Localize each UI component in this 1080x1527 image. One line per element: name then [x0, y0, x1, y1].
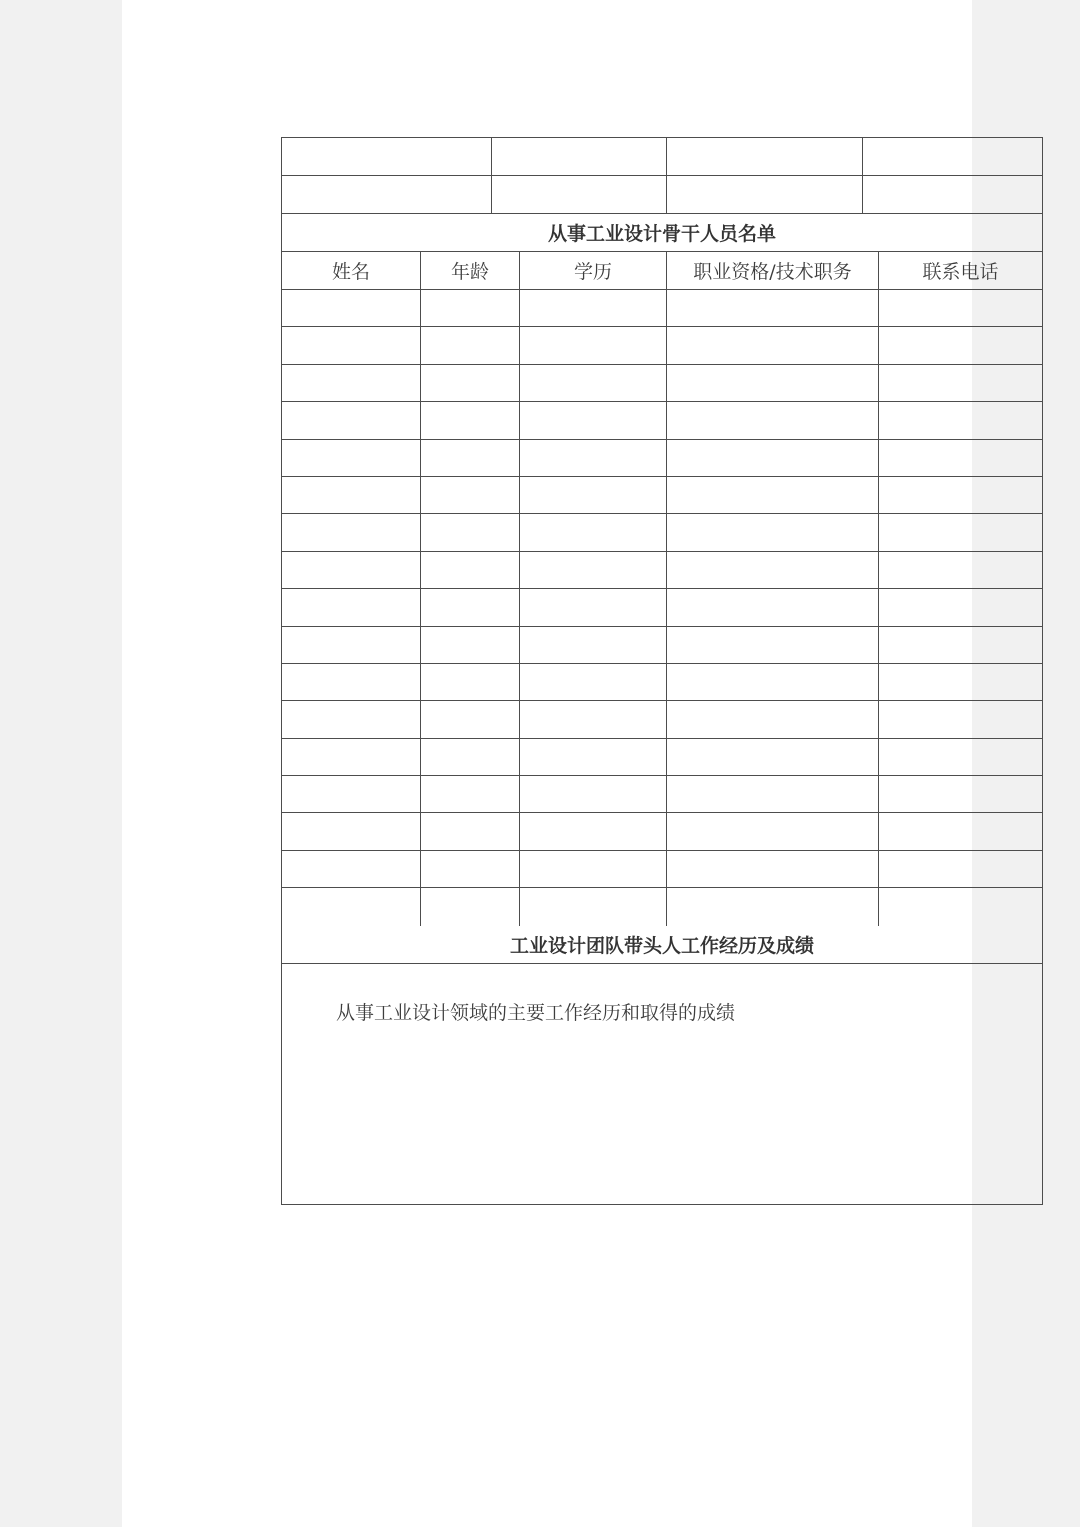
- phone-cell[interactable]: [879, 813, 1042, 849]
- blank-cell[interactable]: [282, 138, 492, 175]
- personnel-row: [282, 701, 1042, 738]
- qualification-cell[interactable]: [667, 627, 879, 663]
- personnel-header-row: [282, 252, 1042, 290]
- age-cell[interactable]: [421, 851, 520, 887]
- leader-section-title: 工业设计团队带头人工作经历及成绩: [282, 926, 1042, 964]
- qualification-cell[interactable]: [667, 514, 879, 550]
- blank-cell[interactable]: [667, 138, 863, 175]
- column-header-name: 姓名: [282, 252, 421, 289]
- name-cell[interactable]: [282, 327, 421, 363]
- age-cell[interactable]: [421, 739, 520, 775]
- phone-cell[interactable]: [879, 477, 1042, 513]
- application-form-table: [281, 137, 1043, 1205]
- phone-cell[interactable]: [879, 402, 1042, 438]
- name-cell[interactable]: [282, 739, 421, 775]
- personnel-row: [282, 477, 1042, 514]
- name-cell[interactable]: [282, 627, 421, 663]
- qualification-cell[interactable]: [667, 851, 879, 887]
- personnel-row: [282, 589, 1042, 626]
- qualification-cell[interactable]: [667, 290, 879, 326]
- age-cell[interactable]: [421, 813, 520, 849]
- phone-cell[interactable]: [879, 552, 1042, 588]
- education-cell[interactable]: [520, 365, 667, 401]
- qualification-cell[interactable]: [667, 402, 879, 438]
- name-cell[interactable]: [282, 552, 421, 588]
- phone-cell[interactable]: [879, 290, 1042, 326]
- education-cell[interactable]: [520, 627, 667, 663]
- education-cell[interactable]: [520, 552, 667, 588]
- name-cell[interactable]: [282, 701, 421, 737]
- blank-cell[interactable]: [667, 176, 863, 213]
- name-cell[interactable]: [282, 776, 421, 812]
- age-cell[interactable]: [421, 664, 520, 700]
- age-cell[interactable]: [421, 589, 520, 625]
- education-cell[interactable]: [520, 514, 667, 550]
- phone-cell[interactable]: [879, 440, 1042, 476]
- name-cell[interactable]: [282, 851, 421, 887]
- education-cell[interactable]: [520, 813, 667, 849]
- name-cell[interactable]: [282, 813, 421, 849]
- age-cell[interactable]: [421, 701, 520, 737]
- age-cell[interactable]: [421, 776, 520, 812]
- blank-cell[interactable]: [492, 138, 667, 175]
- age-cell[interactable]: [421, 402, 520, 438]
- experience-field[interactable]: [282, 964, 1042, 1204]
- personnel-row: [282, 365, 1042, 402]
- personnel-row: [282, 402, 1042, 439]
- education-cell[interactable]: [520, 477, 667, 513]
- document-page: [122, 0, 999, 1527]
- blank-cell[interactable]: [282, 176, 492, 213]
- name-cell[interactable]: [282, 440, 421, 476]
- name-cell[interactable]: [282, 477, 421, 513]
- age-cell[interactable]: [421, 514, 520, 550]
- personnel-row: [282, 552, 1042, 589]
- top-blank-row: [282, 138, 1042, 176]
- qualification-cell[interactable]: [667, 552, 879, 588]
- name-cell[interactable]: [282, 664, 421, 700]
- qualification-cell[interactable]: [667, 664, 879, 700]
- education-cell[interactable]: [520, 327, 667, 363]
- name-cell[interactable]: [282, 888, 421, 925]
- qualification-cell[interactable]: [667, 739, 879, 775]
- qualification-cell[interactable]: [667, 365, 879, 401]
- age-cell[interactable]: [421, 365, 520, 401]
- age-cell[interactable]: [421, 627, 520, 663]
- personnel-row: [282, 440, 1042, 477]
- age-cell[interactable]: [421, 888, 520, 925]
- phone-cell[interactable]: [879, 701, 1042, 737]
- personnel-row: [282, 290, 1042, 327]
- phone-cell[interactable]: [879, 514, 1042, 550]
- personnel-row: [282, 514, 1042, 551]
- education-cell[interactable]: [520, 888, 667, 925]
- name-cell[interactable]: [282, 365, 421, 401]
- qualification-cell[interactable]: [667, 477, 879, 513]
- blank-cell[interactable]: [863, 138, 1042, 175]
- personnel-section-title: 从事工业设计骨干人员名单: [282, 214, 1042, 252]
- column-header-qualification: 职业资格/技术职务: [667, 252, 879, 289]
- qualification-cell[interactable]: [667, 701, 879, 737]
- age-cell[interactable]: [421, 290, 520, 326]
- name-cell[interactable]: [282, 290, 421, 326]
- experience-prompt: 从事工业设计领域的主要工作经历和取得的成绩: [336, 1001, 736, 1024]
- personnel-row: [282, 664, 1042, 701]
- phone-cell[interactable]: [879, 888, 1042, 925]
- qualification-cell[interactable]: [667, 776, 879, 812]
- education-cell[interactable]: [520, 739, 667, 775]
- personnel-row: [282, 888, 1042, 925]
- top-blank-row: [282, 176, 1042, 214]
- column-header-phone: 联系电话: [922, 261, 999, 283]
- column-header-age: 年龄: [421, 252, 520, 289]
- education-cell[interactable]: [520, 851, 667, 887]
- phone-cell[interactable]: [879, 664, 1042, 700]
- personnel-row: [282, 739, 1042, 776]
- phone-cell[interactable]: [879, 589, 1042, 625]
- phone-cell[interactable]: [879, 327, 1042, 363]
- phone-cell[interactable]: [879, 776, 1042, 812]
- qualification-cell[interactable]: [667, 440, 879, 476]
- personnel-row: [282, 851, 1042, 888]
- personnel-rows: [282, 290, 1042, 926]
- phone-cell[interactable]: [879, 365, 1042, 401]
- phone-cell[interactable]: [879, 851, 1042, 887]
- age-cell[interactable]: [421, 552, 520, 588]
- age-cell[interactable]: [421, 327, 520, 363]
- personnel-row: [282, 627, 1042, 664]
- personnel-row: [282, 776, 1042, 813]
- qualification-cell[interactable]: [667, 589, 879, 625]
- blank-cell[interactable]: [492, 176, 667, 213]
- education-cell[interactable]: [520, 701, 667, 737]
- education-cell[interactable]: [520, 402, 667, 438]
- column-header-education: 学历: [520, 252, 667, 289]
- name-cell[interactable]: [282, 514, 421, 550]
- education-cell[interactable]: [520, 664, 667, 700]
- name-cell[interactable]: [282, 402, 421, 438]
- education-cell[interactable]: [520, 589, 667, 625]
- age-cell[interactable]: [421, 477, 520, 513]
- qualification-cell[interactable]: [667, 327, 879, 363]
- phone-cell[interactable]: [879, 739, 1042, 775]
- blank-cell[interactable]: [863, 176, 1042, 213]
- personnel-row: [282, 813, 1042, 850]
- personnel-row: [282, 327, 1042, 364]
- name-cell[interactable]: [282, 589, 421, 625]
- education-cell[interactable]: [520, 290, 667, 326]
- qualification-cell[interactable]: [667, 888, 879, 925]
- education-cell[interactable]: [520, 440, 667, 476]
- age-cell[interactable]: [421, 440, 520, 476]
- qualification-cell[interactable]: [667, 813, 879, 849]
- phone-cell[interactable]: [879, 627, 1042, 663]
- education-cell[interactable]: [520, 776, 667, 812]
